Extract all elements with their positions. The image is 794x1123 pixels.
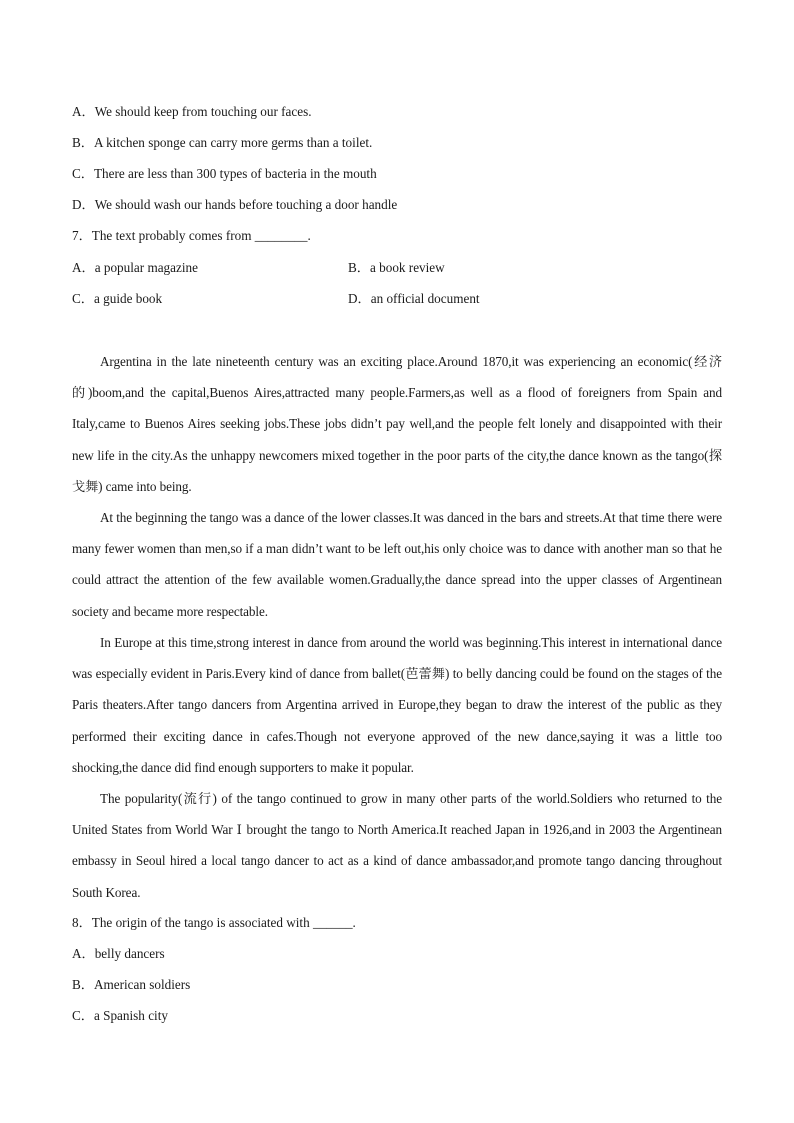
q7-option-a: A．a popular magazine — [72, 260, 198, 275]
passage-paragraph-1: Argentina in the late nineteenth century was an exciting place.Around 1870,it was experiencing an economic(经济的)boom,and the capital,Buenos Aires,attracted many people.Farmers,as well as a flood of foreigners from Spain and Italy,came to Buenos Aires seeking jobs.These jobs didn’t pay well,and the people felt lonely and disappointed with their new life in the city.As the unhappy newcomers mixed together in the poor parts of the city,the dance known as the tango(探戈舞) came into being. — [72, 354, 722, 494]
passage-paragraph-3: In Europe at this time,strong interest in dance from around the world was beginning.This interest in international dance was especially evident in Paris.Every kind of dance from ballet(芭蕾舞) to belly dancing could be found on the stages of the Paris theaters.After tango dancers from Argentina arrived in Europe,they began to draw the interest of the public as they performed their exciting dance in cafes.Though not everyone approved of the new dance,saying it was a little too shocking,the dance did find enough supporters to make it popular. — [72, 635, 722, 775]
q7-option-b: B．a book review — [348, 260, 445, 275]
q6-option-b: B．A kitchen sponge can carry more germs than a toilet. — [72, 135, 373, 150]
q8-option-a: A．belly dancers — [72, 946, 165, 961]
q8-option-b: B．American soldiers — [72, 977, 191, 992]
q8-option-c: C．a Spanish city — [72, 1008, 168, 1023]
q8-stem: 8．The origin of the tango is associated with ______. — [72, 915, 356, 930]
q6-option-c: C．There are less than 300 types of bacteria in the mouth — [72, 166, 377, 181]
q6-option-d: D．We should wash our hands before touching a door handle — [72, 197, 398, 212]
q7-stem: 7．The text probably comes from ________. — [72, 228, 311, 243]
q7-option-d: D．an official document — [348, 291, 480, 306]
passage-paragraph-2: At the beginning the tango was a dance of the lower classes.It was danced in the bars and streets.At that time there were many fewer women than men,so if a man didn’t want to be left out,his only choice was to dance with another man so that he could attract the attention of the few available women.Gradually,the dance spread into the upper classes of Argentinean society and became more respectable. — [72, 510, 722, 619]
q7-option-c: C．a guide book — [72, 291, 163, 306]
passage-paragraph-4: The popularity(流行) of the tango continued to grow in many other parts of the world.Soldiers who returned to the United States from World War Ⅰ brought the tango to North America.It reached Japan in 1926,and in 2003 the Argentinean embassy in Seoul hired a local tango dancer to act as a kind of dance ambassador,and promote tango dancing throughout South Korea. — [72, 791, 722, 900]
q6-option-a: A．We should keep from touching our faces. — [72, 104, 312, 119]
